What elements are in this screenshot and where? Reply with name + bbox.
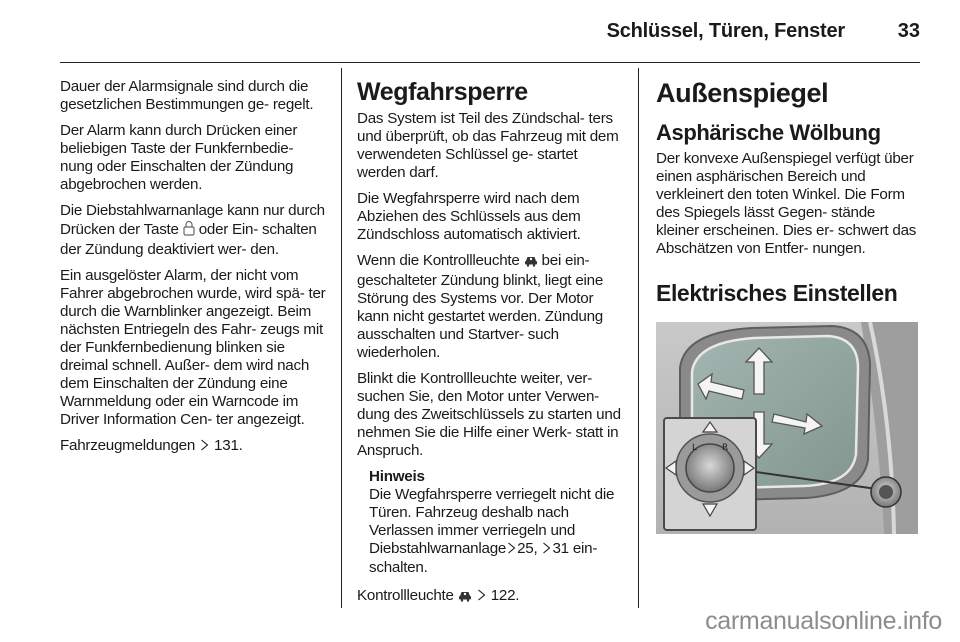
svg-text:R: R xyxy=(722,443,729,453)
watermark: carmanualsonline.info xyxy=(705,607,942,635)
reference-text: Kontrollleuchte xyxy=(357,587,454,604)
padlock-button-icon xyxy=(183,220,195,241)
chapter-title: Schlüssel, Türen, Fenster xyxy=(606,20,845,42)
page-reference-arrow-icon xyxy=(477,588,486,606)
page-number: 33 xyxy=(897,20,920,42)
column-left xyxy=(60,78,330,464)
page-reference-arrow-icon xyxy=(542,541,551,559)
reference-text: Fahrzeugmeldungen xyxy=(60,437,196,454)
subsection-heading: Asphärische Wölbung xyxy=(656,120,881,145)
paragraph xyxy=(60,202,330,259)
section-heading: Wegfahrsperre xyxy=(357,78,528,106)
paragraph xyxy=(357,252,623,362)
column-middle xyxy=(357,78,623,615)
reference-page[interactable]: 25, xyxy=(517,540,538,557)
paragraph: Die Wegfahrsperre wird nach dem Abziehen des Schlüssels aus dem Zündschloss automatisch aktiviert. xyxy=(357,190,581,243)
paragraph-text: Die Diebstahlwarnanlage kann nur durch Drücken der Taste xyxy=(60,202,325,238)
note-body: Die Wegfahrsperre verriegelt nicht die Türen. Fahrzeug deshalb nach Verlassen immer verriegeln und Diebstahlwarnanlage xyxy=(369,486,615,557)
cross-reference xyxy=(357,587,623,607)
svg-text:L: L xyxy=(692,443,697,453)
section-heading: Außenspiegel xyxy=(656,78,829,108)
note-text xyxy=(369,486,623,577)
car-key-warning-icon xyxy=(524,254,538,272)
column-divider xyxy=(341,68,342,608)
paragraph-text: oder Ein‑ schalten der Zündung deaktiviert wer‑ den. xyxy=(60,221,317,258)
car-key-warning-icon xyxy=(458,589,472,607)
page-reference-arrow-icon xyxy=(507,541,516,559)
reference-page[interactable]: 131. xyxy=(214,437,243,454)
cross-reference xyxy=(60,437,330,456)
reference-page[interactable]: 31 ein‑ schalten. xyxy=(369,540,598,576)
paragraph: Das System ist Teil des Zündschal‑ ters und überprüft, ob das Fahrzeug mit dem verwendeten Schlüssel ge‑ startet werden darf. xyxy=(357,110,619,181)
paragraph: Dauer der Alarmsignale sind durch die gesetzlichen Bestimmungen ge‑ regelt. xyxy=(60,78,314,113)
note-title: Hinweis xyxy=(369,468,425,485)
paragraph: Der konvexe Außenspiegel verfügt über einen asphärischen Bereich und verkleinert den toten Winkel. Die Form des Spiegels lässt Gegen‑ stände kleiner erscheinen. Dies er‑ schwert das Abschätzen von Entfer‑ nungen. xyxy=(656,150,917,257)
paragraph-text: bei ein‑ geschalteter Zündung blinkt, liegt eine Störung des Systems vor. Der Motor kann nicht gestartet werden. Zündung ausschalten und Startver‑ such wiederholen. xyxy=(357,252,604,361)
reference-page[interactable]: 122. xyxy=(490,587,520,604)
paragraph: Der Alarm kann durch Drücken einer beliebigen Taste der Funkfernbedie‑ nung oder Einschalten der Zündung abgebrochen werden. xyxy=(60,122,298,193)
paragraph: Blinkt die Kontrollleuchte weiter, ver‑ suchen Sie, den Motor unter Verwen‑ dung des Zweitschlüssels zu starten und nehmen Sie die Hilfe einer Werk‑ statt in Anspruch. xyxy=(357,370,621,459)
page-reference-arrow-icon xyxy=(200,438,209,456)
paragraph: Ein ausgelöster Alarm, der nicht vom Fahrer abgebrochen wurde, wird spä‑ ter durch die Warnblinker angezeigt. Beim nächsten Entriegeln des Fahr‑ zeugs mit der Funkfernbedienung blinken sie dreimal schnell. Außer‑ dem wird nach dem Einschalten der Zündung eine Warnmeldung oder ein Warncode im Driver Information Cen‑ ter angezeigt. xyxy=(60,267,326,428)
column-right xyxy=(656,78,922,539)
mirror-adjustment-illustration xyxy=(656,322,922,539)
paragraph-text: Wenn die Kontrollleuchte xyxy=(357,252,520,269)
note-box xyxy=(369,468,623,577)
page-header xyxy=(60,0,920,63)
column-divider xyxy=(638,68,639,608)
subsection-heading: Elektrisches Einstellen xyxy=(656,280,898,306)
